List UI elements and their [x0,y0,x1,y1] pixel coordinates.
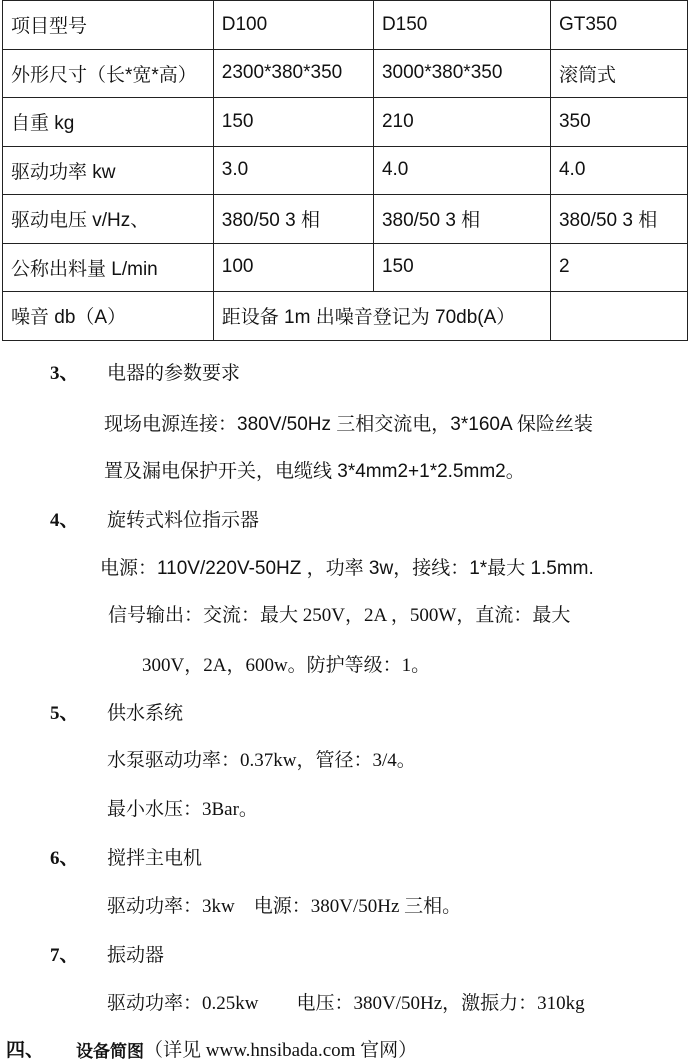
table-cell: 3000*380*350 [373,49,550,98]
table-cell: D150 [373,1,550,50]
chapter-title: 设备简图 [76,1042,144,1061]
table-cell: 外形尺寸（长*宽*高） [3,49,214,98]
section-title: 旋转式料位指示器 [107,510,260,531]
noise-value-cell: 距设备 1m 出噪音登记为 70db(A） [213,292,550,341]
table-cell: 驱动功率 kw [3,146,214,195]
table-cell: GT350 [550,1,687,50]
table-row [3,195,688,244]
table-row [3,49,688,98]
table-cell: 2 [550,243,687,292]
table-cell: 2300*380*350 [213,49,373,98]
section-text-line: 电源：110V/220V-50HZ ，功率 3w，接线：1*最大 1.5mm. [100,558,594,579]
section-number: 6、 [50,848,79,869]
chapter-note: （详见 www.hnsibada.com 官网） [144,1040,418,1061]
table-cell: 380/50 3 相 [550,195,687,244]
table-cell: 380/50 3 相 [373,195,550,244]
section-text-line: 驱动功率：3kw 电源：380V/50Hz 三相。 [107,896,462,917]
section-title: 供水系统 [107,703,184,724]
section-text-line: 最小水压：3Bar。 [107,799,258,820]
table-cell: 滚筒式 [550,49,687,98]
table-cell: 380/50 3 相 [213,195,373,244]
noise-label-cell: 噪音 db（A） [3,292,214,341]
empty-cell [550,292,687,341]
table-cell: 4.0 [550,146,687,195]
section-title: 搅拌主电机 [107,848,203,869]
section-text-line: 水泵驱动功率：0.37kw，管径：3/4。 [107,750,416,771]
section-number: 3、 [50,363,79,384]
chapter-number: 四、 [6,1040,45,1061]
table-cell: 项目型号 [3,1,214,50]
table-cell: 公称出料量 L/min [3,243,214,292]
table-cell: 3.0 [213,146,373,195]
table-cell: 100 [213,243,373,292]
section-number: 5、 [50,703,79,724]
table-row [3,1,688,50]
table-row [3,292,688,341]
table-cell: 4.0 [373,146,550,195]
section-text-line: 现场电源连接：380V/50Hz 三相交流电，3*160A 保险丝装 [104,414,593,435]
section-text-line: 信号输出：交流：最大 250V，2A ，500W，直流：最大 [108,605,571,626]
table-row [3,243,688,292]
table-cell: D100 [213,1,373,50]
section-text-line: 300V，2A，600w。防护等级：1。 [142,655,431,676]
table-cell: 150 [373,243,550,292]
table-cell: 150 [213,98,373,147]
section-number: 4、 [50,510,79,531]
table-row [3,146,688,195]
table-cell: 自重 kg [3,98,214,147]
table-cell: 350 [550,98,687,147]
section-title: 振动器 [107,945,165,966]
table-row [3,98,688,147]
section-number: 7、 [50,945,79,966]
table-cell: 210 [373,98,550,147]
table-cell: 驱动电压 v/Hz、 [3,195,214,244]
section-text-line: 置及漏电保护开关，电缆线 3*4mm2+1*2.5mm2。 [104,461,525,482]
spec-table [2,0,688,341]
section-text-line: 驱动功率：0.25kw 电压：380V/50Hz，激振力：310kg [107,993,585,1014]
section-title: 电器的参数要求 [107,363,241,384]
